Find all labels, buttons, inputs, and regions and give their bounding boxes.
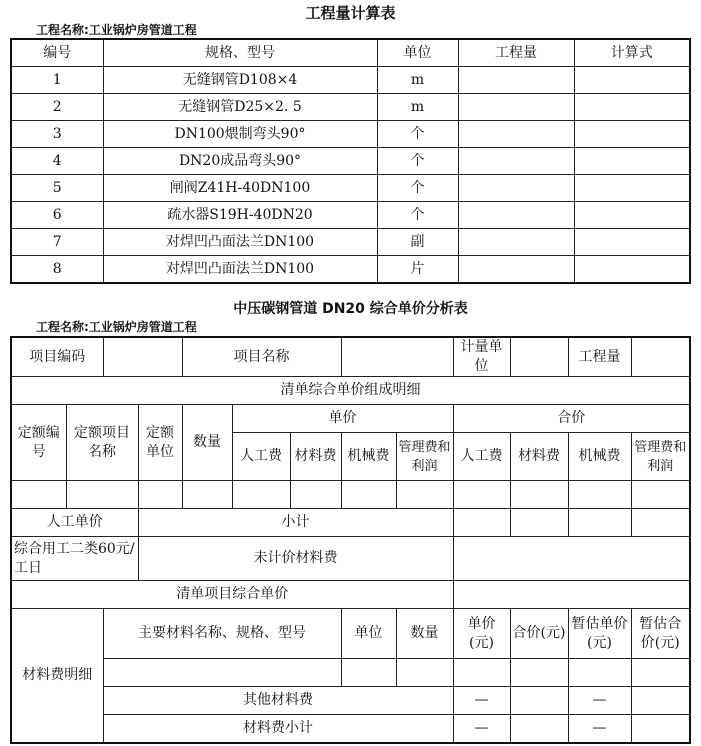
row-unit: 个 — [377, 148, 458, 175]
table-row — [11, 377, 690, 405]
empty-cell[interactable] — [510, 715, 568, 743]
empty-cell[interactable] — [396, 481, 453, 509]
row-formula[interactable] — [574, 202, 690, 229]
empty-cell[interactable] — [290, 481, 341, 509]
row-quantity[interactable] — [458, 175, 574, 202]
item-unit-price-value[interactable] — [453, 581, 690, 609]
quantity-value[interactable] — [631, 337, 690, 377]
row-formula[interactable] — [574, 67, 690, 94]
empty-cell[interactable] — [138, 481, 182, 509]
table-row — [11, 609, 690, 659]
quota-unit-header: 定额单位 — [138, 405, 182, 481]
row-formula[interactable] — [574, 94, 690, 121]
row-number: 5 — [11, 175, 103, 202]
item-name-label: 项目名称 — [182, 337, 341, 377]
main-material-header: 主要材料名称、规格、型号 — [103, 609, 341, 659]
quantity-header: 数量 — [182, 405, 232, 481]
unpriced-material-label: 未计价材料费 — [138, 537, 453, 581]
labor-header: 人工费 — [232, 433, 290, 481]
row-unit: m — [377, 94, 458, 121]
table-row — [11, 481, 690, 509]
row-number: 3 — [11, 121, 103, 148]
row-quantity[interactable] — [458, 229, 574, 256]
row-unit: m — [377, 67, 458, 94]
mat-unit-price-header: 单价(元) — [453, 609, 510, 659]
header-cell: 规格、型号 — [103, 39, 377, 67]
row-spec: 无缝钢管D25×2. 5 — [103, 94, 377, 121]
est-total-header: 暂估合价(元) — [631, 609, 690, 659]
table-row — [11, 509, 690, 537]
table-header-row — [11, 39, 690, 67]
empty-cell[interactable] — [232, 481, 290, 509]
empty-cell[interactable] — [568, 481, 631, 509]
table-row — [11, 581, 690, 609]
machine-header: 机械费 — [568, 433, 631, 481]
row-number: 7 — [11, 229, 103, 256]
empty-cell[interactable] — [631, 687, 690, 715]
empty-cell[interactable] — [631, 509, 690, 537]
row-quantity[interactable] — [458, 202, 574, 229]
empty-cell[interactable] — [568, 509, 631, 537]
row-spec: 无缝钢管D108×4 — [103, 67, 377, 94]
item-code-label: 项目编码 — [11, 337, 103, 377]
row-number: 2 — [11, 94, 103, 121]
empty-cell[interactable] — [453, 659, 510, 687]
empty-cell[interactable] — [631, 481, 690, 509]
row-quantity[interactable] — [458, 148, 574, 175]
mat-qty-header: 数量 — [396, 609, 453, 659]
mgmt-header: 管理费和利润 — [631, 433, 690, 481]
empty-cell[interactable] — [11, 481, 66, 509]
table-row — [11, 687, 690, 715]
row-spec: DN20成品弯头90° — [103, 148, 377, 175]
item-code-value[interactable] — [103, 337, 182, 377]
empty-cell[interactable] — [631, 659, 690, 687]
header-cell: 工程量 — [458, 39, 574, 67]
table-row — [11, 337, 690, 377]
row-unit: 个 — [377, 175, 458, 202]
subtotal-label: 小计 — [138, 509, 453, 537]
row-spec: 闸阀Z41H-40DN100 — [103, 175, 377, 202]
table1-title: 工程量计算表 — [305, 4, 396, 22]
dash-cell: — — [453, 715, 510, 743]
empty-cell[interactable] — [182, 481, 232, 509]
empty-cell[interactable] — [396, 659, 453, 687]
quantity-label: 工程量 — [568, 337, 631, 377]
row-quantity[interactable] — [458, 94, 574, 121]
row-number: 8 — [11, 256, 103, 284]
row-spec: 对焊凹凸面法兰DN100 — [103, 256, 377, 284]
machine-header: 机械费 — [341, 433, 396, 481]
table-row — [11, 405, 690, 433]
table-row — [11, 256, 690, 284]
composition-header: 清单综合单价组成明细 — [11, 377, 690, 405]
row-spec: DN100煨制弯头90° — [103, 121, 377, 148]
empty-cell[interactable] — [103, 659, 341, 687]
unit-measure-label: 计量单位 — [453, 337, 510, 377]
empty-cell[interactable] — [510, 659, 568, 687]
dash-cell: — — [568, 715, 631, 743]
labor-header: 人工费 — [453, 433, 510, 481]
quantity-calculation-table — [10, 38, 691, 284]
item-unit-price-label: 清单项目综合单价 — [11, 581, 453, 609]
empty-cell[interactable] — [568, 659, 631, 687]
item-name-value[interactable] — [341, 337, 453, 377]
table2-project-name: 工程名称:工业锅炉房管道工程 — [36, 320, 197, 334]
row-number: 6 — [11, 202, 103, 229]
header-cell: 单位 — [377, 39, 458, 67]
material-detail-label: 材料费明细 — [11, 609, 103, 743]
mat-total-header: 合价(元) — [510, 609, 568, 659]
table-row — [11, 148, 690, 175]
quota-name-header: 定额项目名称 — [66, 405, 138, 481]
material-subtotal-label: 材料费小计 — [103, 715, 453, 743]
row-unit: 个 — [377, 121, 458, 148]
dash-cell: — — [568, 687, 631, 715]
unit-measure-value[interactable] — [510, 337, 568, 377]
empty-cell[interactable] — [453, 481, 510, 509]
table-row — [11, 659, 690, 687]
labor-unit-price-label: 人工单价 — [11, 509, 138, 537]
mgmt-header: 管理费和利润 — [396, 433, 453, 481]
empty-cell[interactable] — [510, 481, 568, 509]
table-row — [11, 121, 690, 148]
row-formula[interactable] — [574, 256, 690, 284]
row-formula[interactable] — [574, 229, 690, 256]
row-spec: 疏水器S19H-40DN20 — [103, 202, 377, 229]
total-price-header: 合价 — [453, 405, 690, 433]
row-quantity[interactable] — [458, 67, 574, 94]
empty-cell[interactable] — [66, 481, 138, 509]
row-unit: 副 — [377, 229, 458, 256]
row-formula[interactable] — [574, 121, 690, 148]
table-row — [11, 537, 690, 581]
quota-code-header: 定额编号 — [11, 405, 66, 481]
row-formula[interactable] — [574, 148, 690, 175]
empty-cell[interactable] — [341, 659, 396, 687]
table-row — [11, 94, 690, 121]
table-row — [11, 67, 690, 94]
empty-cell[interactable] — [510, 509, 568, 537]
labor-note: 综合用工二类60元/工日 — [11, 537, 138, 581]
unpriced-material-value[interactable] — [453, 537, 690, 581]
row-quantity[interactable] — [458, 121, 574, 148]
table-row — [11, 202, 690, 229]
table-row — [11, 229, 690, 256]
unit-price-header: 单价 — [232, 405, 453, 433]
table-row — [11, 175, 690, 202]
material-header: 材料费 — [290, 433, 341, 481]
empty-cell[interactable] — [453, 509, 510, 537]
material-header: 材料费 — [510, 433, 568, 481]
row-number: 4 — [11, 148, 103, 175]
empty-cell[interactable] — [341, 481, 396, 509]
unit-header: 单位 — [341, 609, 396, 659]
table1-project-name: 工程名称:工业锅炉房管道工程 — [36, 23, 197, 37]
empty-cell[interactable] — [631, 715, 690, 743]
row-number: 1 — [11, 67, 103, 94]
unit-price-analysis-table — [10, 336, 691, 744]
row-unit: 个 — [377, 202, 458, 229]
dash-cell: — — [453, 687, 510, 715]
header-cell: 编号 — [11, 39, 103, 67]
header-cell: 计算式 — [574, 39, 690, 67]
row-quantity[interactable] — [458, 256, 574, 284]
empty-cell[interactable] — [510, 687, 568, 715]
row-unit: 片 — [377, 256, 458, 284]
est-unit-price-header: 暂估单价(元) — [568, 609, 631, 659]
table2-title: 中压碳钢管道 DN20 综合单价分析表 — [233, 301, 468, 317]
row-spec: 对焊凹凸面法兰DN100 — [103, 229, 377, 256]
table-row — [11, 715, 690, 743]
row-formula[interactable] — [574, 175, 690, 202]
other-material-label: 其他材料费 — [103, 687, 453, 715]
